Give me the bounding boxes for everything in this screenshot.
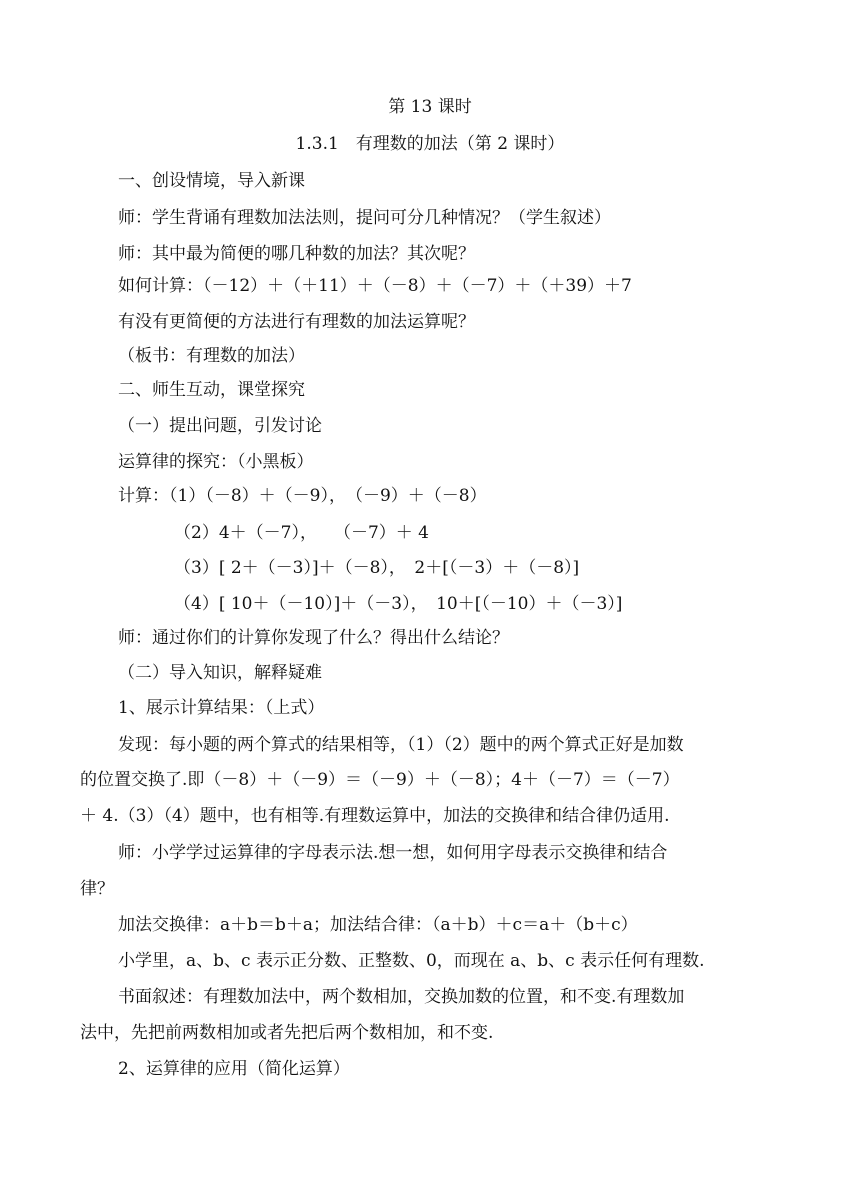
paragraph-line: 1、展示计算结果：（上式）: [118, 698, 325, 718]
paragraph-line: 有没有更简便的方法进行有理数的加法运算呢？: [118, 312, 475, 332]
subsection-heading: （一）提出问题，引发讨论: [118, 416, 322, 436]
paragraph-line: 2、运算律的应用（简化运算）: [118, 1059, 350, 1079]
paragraph-line: 运算律的探究：（小黑板）: [118, 452, 314, 472]
exercise-line: （4）[ 10＋（－10）]＋（－3）， 10＋[（－10）＋（－3）]: [174, 594, 623, 614]
paragraph-line: 师：学生背诵有理数加法法则，提问可分几种情况？（学生叙述）: [118, 208, 611, 228]
exercise-line: （3）[ 2＋（－3）]＋（－8）， 2＋[（－3）＋（－8）]: [174, 558, 580, 578]
formula-line: 加法交换律：a＋b＝b＋a；加法结合律：（a＋b）＋c＝a＋（b＋c）: [118, 915, 638, 935]
section-heading-1: 一、创设情境，导入新课: [118, 171, 305, 191]
paragraph-line: 师：其中最为简便的哪几种数的加法？其次呢？: [118, 244, 475, 264]
paragraph-line: 师：通过你们的计算你发现了什么？得出什么结论？: [118, 628, 509, 648]
paragraph-line: 法中，先把前两数相加或者先把后两个数相加，和不变.: [80, 1023, 494, 1043]
paragraph-line: 师：小学学过运算律的字母表示法.想一想，如何用字母表示交换律和结合: [118, 843, 668, 863]
exercise-line: 计算：（1）（－8）＋（－9）， （－9）＋（－8）: [118, 486, 487, 506]
paragraph-line: （板书：有理数的加法）: [118, 346, 305, 366]
lesson-title: 第 13 课时: [388, 97, 472, 117]
exercise-line: （2）4＋（－7）， （－7）＋ 4: [174, 523, 429, 543]
paragraph-line: 发现：每小题的两个算式的结果相等，（1）（2）题中的两个算式正好是加数: [118, 735, 684, 755]
paragraph-line: 律？: [80, 879, 114, 899]
paragraph-line: 如何计算：（－12）＋（＋11）＋（－8）＋（－7）＋（＋39）＋7: [118, 276, 632, 296]
subsection-heading: （二）导入知识，解释疑难: [118, 663, 322, 683]
paragraph-line: 小学里，a、b、c 表示正分数、正整数、0，而现在 a、b、c 表示任何有理数.: [118, 951, 705, 971]
lesson-subtitle: 1.3.1 有理数的加法（第 2 课时）: [295, 134, 565, 154]
paragraph-line: 书面叙述：有理数加法中，两个数相加，交换加数的位置，和不变.有理数加: [118, 987, 685, 1007]
paragraph-line: 的位置交换了.即（－8）＋（－9）＝（－9）＋（－8）；4＋（－7）＝（－7）: [80, 770, 680, 790]
paragraph-line: ＋ 4.（3）（4）题中，也有相等.有理数运算中，加法的交换律和结合律仍适用.: [80, 806, 670, 826]
section-heading-2: 二、师生互动，课堂探究: [118, 380, 305, 400]
